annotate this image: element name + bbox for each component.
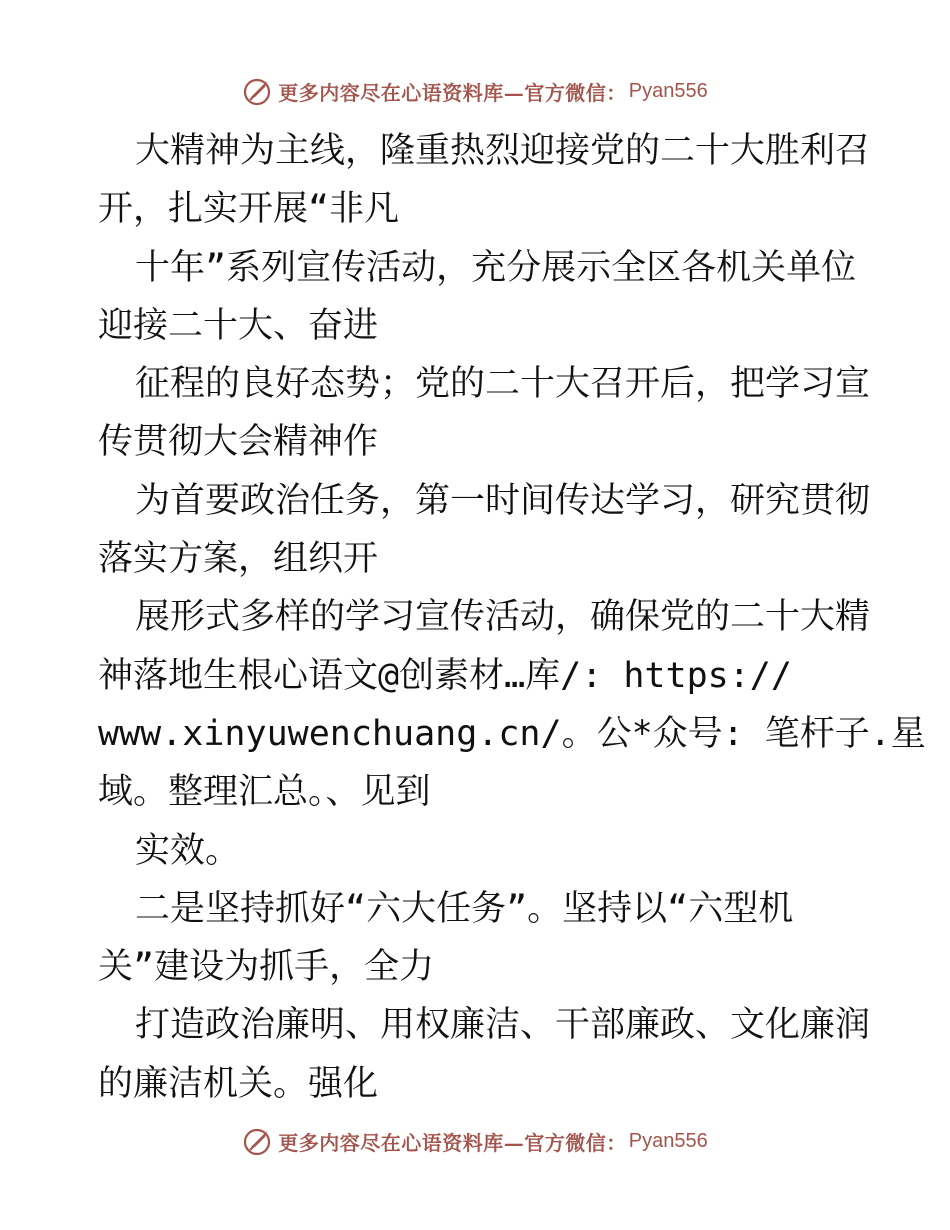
text-line: 落实方案，组织开 <box>98 539 379 580</box>
text-line: www.xinyuwenchuang.cn/。公*众号: 笔杆子.星 <box>98 713 926 754</box>
text-line: 十年”系列宣传活动，充分展示全区各机关单位 <box>135 247 857 288</box>
text-line: 征程的良好态势；党的二十大召开后，把学习宣 <box>135 364 871 405</box>
watermark-text: 更多内容尽在心语资料库—官方微信： <box>278 1130 627 1155</box>
text-line: 迎接二十大、奋进 <box>98 305 379 346</box>
text-line: 传贯彻大会精神作 <box>98 422 379 463</box>
text-line: 展形式多样的学习宣传活动，确保党的二十大精 <box>135 597 871 638</box>
header-watermark <box>0 71 950 111</box>
text-line: 为首要政治任务，第一时间传达学习，研究贯彻 <box>135 480 871 521</box>
footer-watermark <box>0 1121 950 1161</box>
text-line: 域。整理汇总。、见到 <box>98 772 431 813</box>
quill-logo-icon <box>242 1125 274 1157</box>
text-line: 实效。 <box>135 830 241 871</box>
text-line: 神落地生根心语文@创素材…库/: https:// <box>98 655 792 696</box>
watermark-text: 更多内容尽在心语资料库—官方微信： <box>278 80 627 105</box>
text-line: 关”建设为抓手，全力 <box>98 947 435 988</box>
quill-logo-icon <box>242 75 274 107</box>
text-line: 二是坚持抓好“六大任务”。坚持以“六型机 <box>135 888 794 929</box>
text-line: 大精神为主线，隆重热烈迎接党的二十大胜利召 <box>135 131 871 171</box>
document-body <box>98 122 926 1113</box>
watermark-handle: Pyan556 <box>628 1129 708 1152</box>
text-line: 开，扎实开展“非凡 <box>98 189 400 230</box>
watermark-handle: Pyan556 <box>628 79 708 102</box>
text-line: 打造政治廉明、用权廉洁、干部廉政、文化廉润 <box>135 1005 871 1046</box>
text-line: 的廉洁机关。强化 <box>98 1063 379 1104</box>
